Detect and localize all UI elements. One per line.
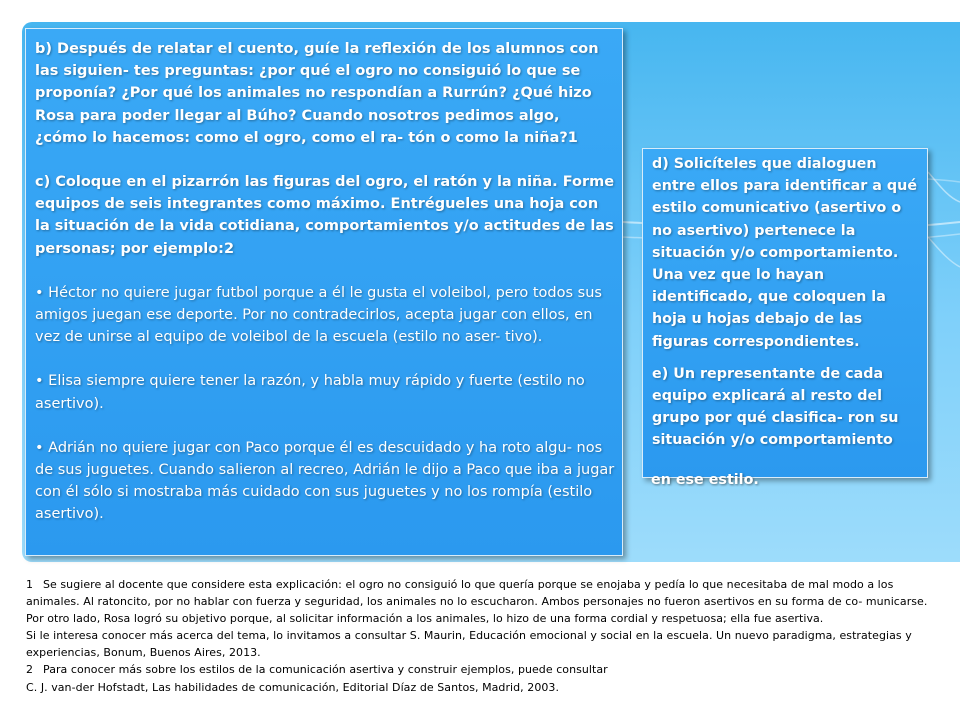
footnote-2-number: 2: [26, 663, 34, 677]
example-bullet-elisa: • Elisa siempre quiere tener la razón, y habla muy rápido y fuerte (estilo no asertivo).: [35, 373, 585, 412]
footnote-1-line-1: 1 Se sugiere al docente que considere esta explicación: el ogro no consiguió lo que quería porque se enojaba y pedía lo que necesitaba de mal modo a los: [26, 576, 941, 593]
paragraph-b: b) Después de relatar el cuento, guíe la reflexión de los alumnos con las siguien- tes preguntas: ¿por qué el ogro no consiguió lo que se proponía? ¿Por qué los animales no respondían a Rurrún? ¿Qué hizo Rosa para poder llegar al Búho? Cuando nosotros pedimos algo, ¿cómo lo hacemos: como el ogro, como el ra- tón o como la niña?1: [35, 41, 599, 146]
paragraph-e: e) Un representante de cada equipo explicará al resto del grupo por qué clasifica- ron su situación y/o comportamiento: [652, 365, 899, 449]
paragraph-d: d) Solicíteles que dialoguen entre ellos para identificar a qué estilo comunicativo (asertivo o no asertivo) pertenece la situación y/o comportamiento. Una vez que lo hayan identificado, que coloquen la hoja u hojas debajo de las figuras correspondientes.: [652, 156, 918, 350]
footnote-1-number: 1: [26, 578, 34, 591]
footnotes: [26, 576, 941, 696]
footnote-1-line-4: Si le interesa conocer más acerca del tema, lo invitamos a consultar S. Maurin, Educación emocional y social en la escuela. Un nuevo paradigma, estrategias y: [26, 629, 912, 643]
footnote-2-line-2: C. J. van-der Hofstadt, Las habilidades de comunicación, Editorial Díaz de Santos, Madrid, 2003.: [26, 680, 560, 694]
example-bullet-hector: • Héctor no quiere jugar futbol porque a él le gusta el voleibol, pero todos sus amigos juegan ese deporte. Por no contradecirlos, acepta jugar con ellos, en vez de unirse al equipo de voleibol de la escuela (estilo no aser- tivo).: [35, 284, 602, 346]
paragraph-e-tail: en ese estilo.: [651, 472, 759, 488]
paragraph-c: c) Coloque en el pizarrón las figuras del ogro, el ratón y la niña. Forme equipos de seis integrantes como máximo. Entrégueles una hoja con la situación de la vida cotidiana, comportamientos y/o actitudes de las personas; por ejemplo:2: [35, 174, 615, 257]
footnote-2-line-1: 2 Para conocer más sobre los estilos de la comunicación asertiva y construir ejemplos, puede consultar: [26, 661, 941, 678]
instructions-box-left: [25, 28, 623, 556]
instructions-box-right: [642, 148, 928, 478]
footnote-1-line-2: animales. Al ratoncito, por no hablar con fuerza y seguridad, los animales no lo escucharon. Ambos personajes no fueron asertivos en su forma de co- municarse.: [26, 595, 928, 609]
example-bullet-adrian: • Adrián no quiere jugar con Paco porque él es descuidado y ha roto algu- nos de sus juguetes. Cuando salieron al recreo, Adrián le dijo a Paco que iba a jugar con él sólo si mostraba más cuidado con sus juguetes y no los rompía (estilo asertivo).: [35, 439, 615, 523]
footnote-1-line-5: experiencias, Bonum, Buenos Aires, 2013.: [26, 646, 261, 660]
footnote-1-line-3: Por otro lado, Rosa logró su objetivo porque, al solicitar información a los animales, lo hizo de una forma cordial y respetuosa; ella fue asertiva.: [26, 612, 824, 626]
